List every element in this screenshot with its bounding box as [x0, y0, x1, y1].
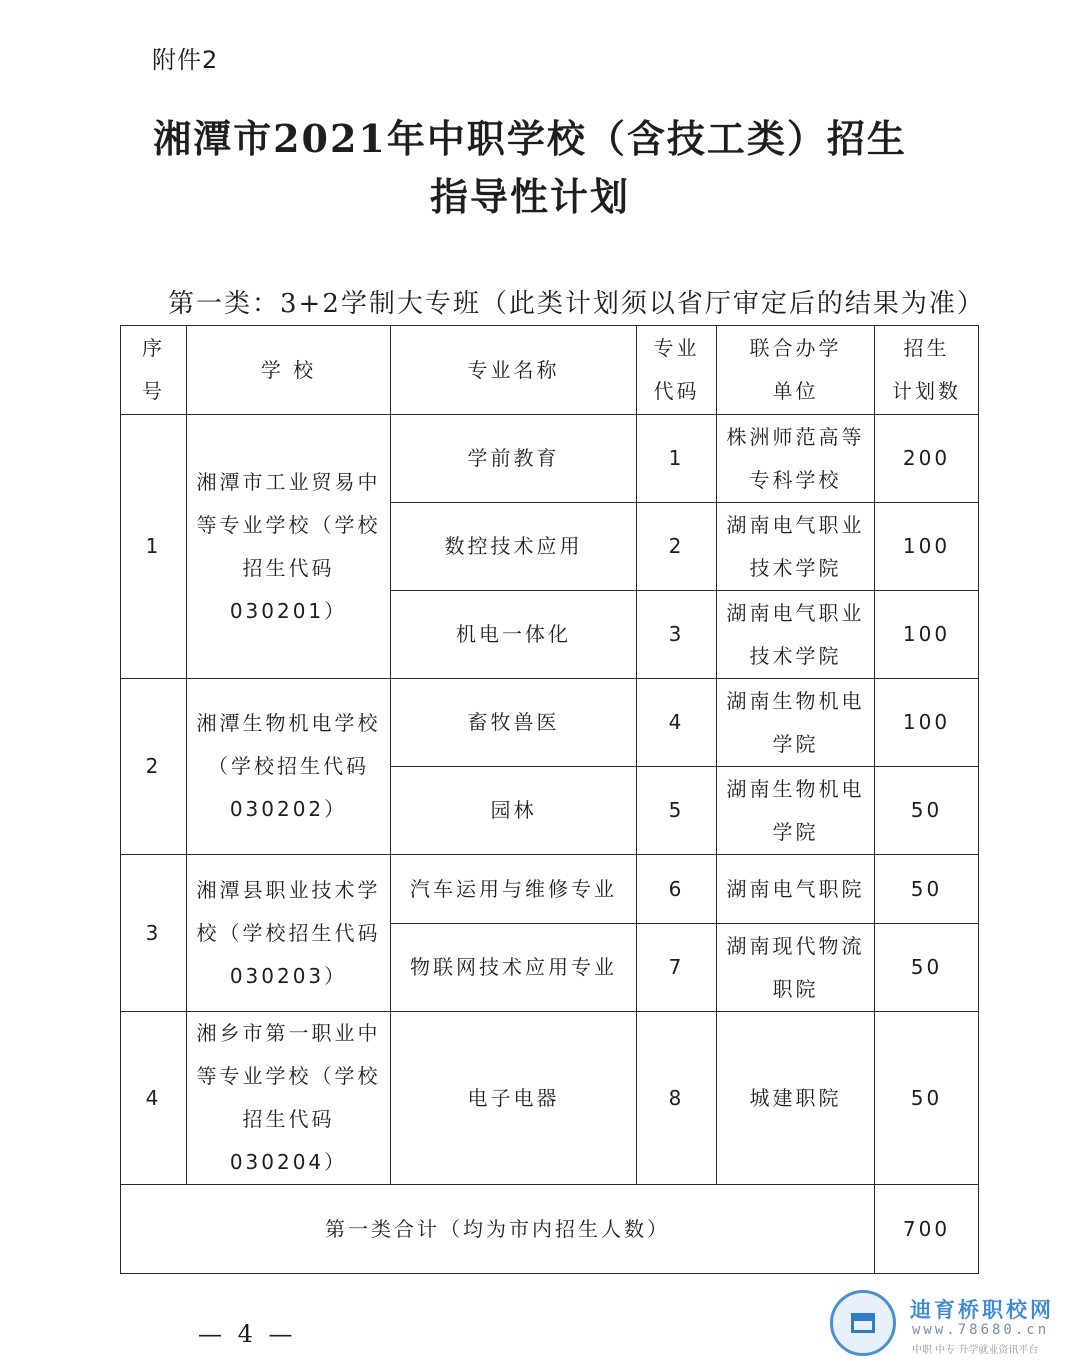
header-seq-line2: 号: [142, 379, 165, 403]
code-cell: 6: [637, 855, 717, 924]
header-code: [637, 326, 717, 415]
code-cell: 4: [637, 679, 717, 767]
school-logo-icon: [830, 1290, 896, 1356]
school-cell: 湘潭县职业技术学校（学校招生代码030203）: [187, 855, 391, 1012]
attachment-label: 附件2: [152, 46, 219, 74]
plan-cell: 200: [875, 415, 979, 503]
seq-cell: 4: [121, 1012, 187, 1185]
header-plan-line1: 招生: [903, 336, 950, 360]
code-cell: 5: [637, 767, 717, 855]
code-cell: 1: [637, 415, 717, 503]
page-number: — 4 —: [198, 1320, 297, 1348]
code-cell: 8: [637, 1012, 717, 1185]
header-partner-line2: 单位: [772, 379, 819, 403]
total-row: [121, 1185, 979, 1274]
watermark-site-name: 迪育桥职校网: [910, 1298, 1054, 1322]
plan-cell: 100: [875, 679, 979, 767]
table-row: [121, 415, 979, 503]
seq-cell: 2: [121, 679, 187, 855]
header-plan: [875, 326, 979, 415]
total-label: 第一类合计（均为市内招生人数）: [121, 1185, 875, 1274]
school-cell: 湘潭生物机电学校（学校招生代码030202）: [187, 679, 391, 855]
total-value: 700: [875, 1185, 979, 1274]
code-cell: 7: [637, 924, 717, 1012]
partner-cell: 湖南电气职院: [717, 855, 875, 924]
table-row: [121, 1012, 979, 1185]
enrollment-plan-table: [120, 325, 979, 1274]
table-row: [121, 855, 979, 924]
header-partner-line1: 联合办学: [749, 336, 842, 360]
table-row: [121, 679, 979, 767]
header-partner: [717, 326, 875, 415]
header-school: 学 校: [187, 326, 391, 415]
section-title: 第一类：3+2学制大专班（此类计划须以省厅审定后的结果为准）: [168, 289, 985, 319]
document-title: 湘潭市2021年中职学校（含技工类）招生: [153, 116, 907, 161]
major-cell: 电子电器: [391, 1012, 637, 1185]
partner-cell: 株洲师范高等专科学校: [717, 415, 875, 503]
document-subtitle: 指导性计划: [429, 174, 630, 219]
site-watermark: [830, 1290, 1070, 1360]
plan-cell: 50: [875, 767, 979, 855]
header-code-line1: 专业: [653, 336, 700, 360]
seq-cell: 3: [121, 855, 187, 1012]
partner-cell: 湖南生物机电学院: [717, 767, 875, 855]
header-seq: [121, 326, 187, 415]
major-cell: 学前教育: [391, 415, 637, 503]
code-cell: 2: [637, 503, 717, 591]
major-cell: 物联网技术应用专业: [391, 924, 637, 1012]
watermark-slogan: 中职 中专 升学就业资讯平台: [912, 1345, 1039, 1356]
major-cell: 数控技术应用: [391, 503, 637, 591]
header-seq-line1: 序: [142, 336, 165, 360]
plan-cell: 100: [875, 503, 979, 591]
school-cell: 湘乡市第一职业中等专业学校（学校招生代码030204）: [187, 1012, 391, 1185]
code-cell: 3: [637, 591, 717, 679]
major-cell: 园林: [391, 767, 637, 855]
school-cell: 湘潭市工业贸易中等专业学校（学校招生代码030201）: [187, 415, 391, 679]
partner-cell: 城建职院: [717, 1012, 875, 1185]
plan-cell: 50: [875, 855, 979, 924]
partner-cell: 湖南电气职业技术学院: [717, 591, 875, 679]
plan-cell: 50: [875, 1012, 979, 1185]
plan-cell: 50: [875, 924, 979, 1012]
major-cell: 汽车运用与维修专业: [391, 855, 637, 924]
partner-cell: 湖南现代物流职院: [717, 924, 875, 1012]
header-plan-line2: 计划数: [892, 379, 961, 403]
partner-cell: 湖南生物机电学院: [717, 679, 875, 767]
major-cell: 畜牧兽医: [391, 679, 637, 767]
plan-cell: 100: [875, 591, 979, 679]
header-code-line2: 代码: [653, 379, 700, 403]
major-cell: 机电一体化: [391, 591, 637, 679]
partner-cell: 湖南电气职业技术学院: [717, 503, 875, 591]
watermark-url: www.78680.cn: [912, 1322, 1050, 1338]
table-header-row: [121, 326, 979, 415]
header-major: 专业名称: [391, 326, 637, 415]
seq-cell: 1: [121, 415, 187, 679]
